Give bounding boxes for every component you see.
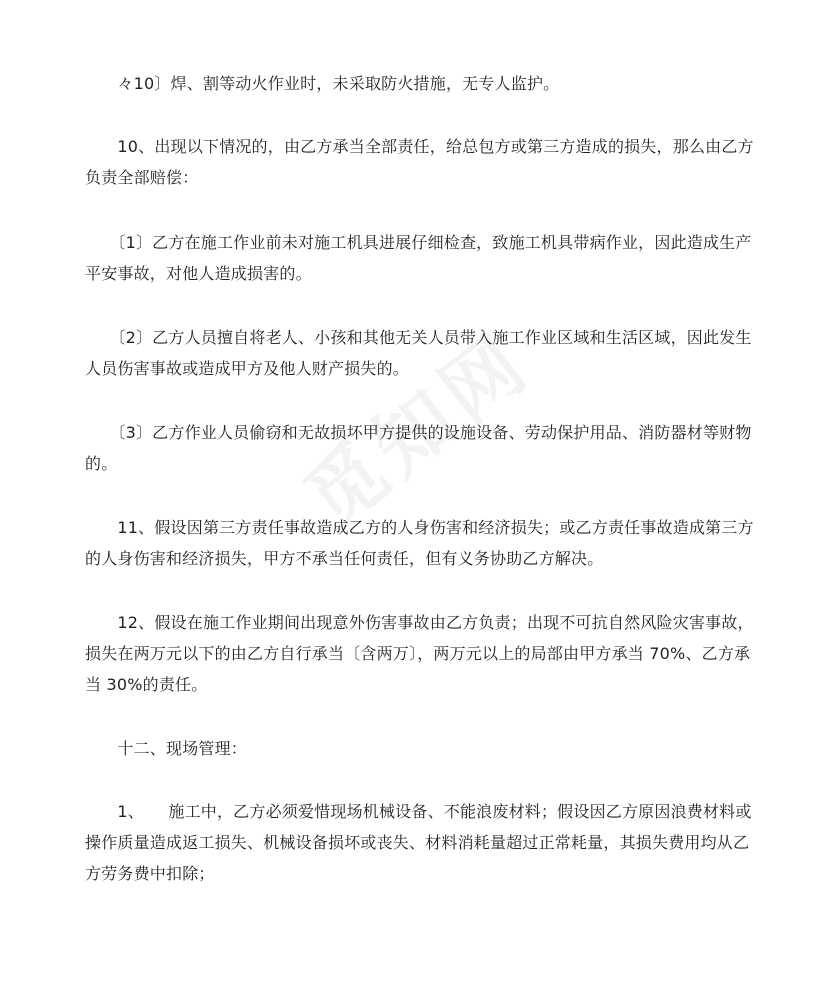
paragraph-subitem-2: 〔2〕乙方人员擅自将老人、小孩和其他无关人员带入施工作业区域和生活区域，因此发生人员伤害事故或造成甲方及他人财产损失的。	[85, 328, 752, 378]
section-heading-site-management: 十二、现场管理：	[85, 739, 248, 758]
paragraph-subitem-1: 〔1〕乙方在施工作业前未对施工机具进展仔细检查，致施工机具带病作业，因此造成生产平安事故，对他人造成损害的。	[85, 233, 752, 283]
paragraph-item-11: 11、假设因第三方责任事故造成乙方的人身伤害和经济损失；或乙方责任事故造成第三方的人身伤害和经济损失，甲方不承当任何责任，但有义务协助乙方解决。	[85, 518, 754, 568]
paragraph-site-item-1: 1、 施工中，乙方必须爱惜现场机械设备、不能浪废材料；假设因乙方原因浪费材料或操作质量造成返工损失、机械设备损坏或丧失、材料消耗量超过正常耗量，其损失费用均从乙方劳务费中扣除；	[85, 802, 752, 883]
paragraph-item-12: 12、假设在施工作业期间出现意外伤害事故由乙方负责；出现不可抗自然风险灾害事故，损失在两万元以下的由乙方自行承当〔含两万〕，两万元以上的局部由甲方承当 70%、乙方承当 30%的责任。	[85, 613, 754, 694]
paragraph-item-10: 10、出现以下情况的，由乙方承当全部责任，给总包方或第三方造成的损失，那么由乙方负责全部赔偿：	[85, 137, 754, 187]
paragraph-fire-work: 々10〕焊、割等动火作业时，未采取防火措施，无专人监护。	[85, 74, 560, 93]
paragraph-subitem-3: 〔3〕乙方作业人员偷窃和无故损坏甲方提供的设施设备、劳动保护用品、消防器材等财物的。	[85, 423, 752, 473]
